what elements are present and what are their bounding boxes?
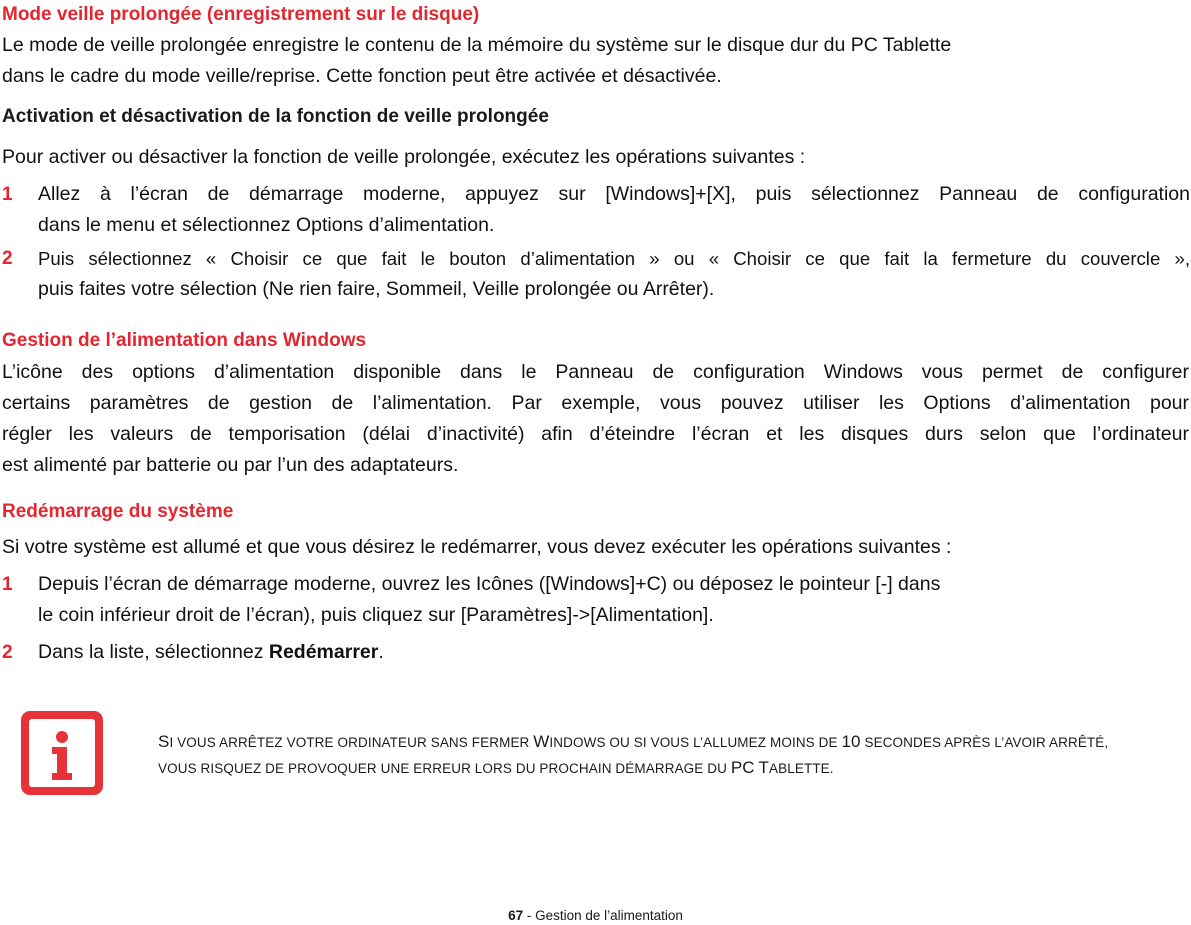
note-line-2: VOUS RISQUEZ DE PROVOQUER UNE ERREUR LORS DU PROCHAIN DÉMARRAGE DU PC TABLETTE. <box>158 758 834 777</box>
text-line: le coin inférieur droit de l’écran), puis cliquez sur [Paramètres]->[Alimentation]. <box>38 604 714 626</box>
footer-separator: - <box>523 908 536 923</box>
step-text <box>38 243 1190 305</box>
step-number: 1 <box>2 184 13 205</box>
heading-power-management: Gestion de l’alimentation dans Windows <box>2 330 367 351</box>
step-text <box>38 179 1190 241</box>
step-text <box>38 637 1190 668</box>
step-number: 2 <box>2 248 13 269</box>
text-line <box>38 637 1190 668</box>
text-line: Le mode de veille prolongée enregistre le contenu de la mémoire du système sur le disque dur du PC Tablette <box>2 34 952 56</box>
step-text-suffix: . <box>378 641 384 663</box>
restart-intro <box>2 532 1189 563</box>
text-line: Depuis l’écran de démarrage moderne, ouvrez les Icônes ([Windows]+C) ou déposez le pointeur [-] dans <box>38 573 941 595</box>
note-line-1: SI VOUS ARRÊTEZ VOTRE ORDINATEUR SANS FERMER WINDOWS OU SI VOUS L’ALLUMEZ MOINS DE 10 SECONDES APRÈS L’AVOIR ARRÊTÉ, <box>158 732 1109 751</box>
heading-hibernate-mode: Mode veille prolongée (enregistrement sur le disque) <box>2 4 480 25</box>
step-number: 1 <box>2 574 13 595</box>
power-management-description <box>2 357 1189 481</box>
hibernate-description <box>2 30 1189 92</box>
text-line: Allez à l’écran de démarrage moderne, appuyez sur [Windows]+[X], puis sélectionnez Panneau de configuration <box>38 183 1190 205</box>
step-text <box>38 569 1190 631</box>
text-line: puis faites votre sélection (Ne rien faire, Sommeil, Veille prolongée ou Arrêter). <box>38 278 715 300</box>
text-line: Puis sélectionnez « Choisir ce que fait le bouton d’alimentation » ou « Choisir ce que fait la fermeture du couvercle », <box>38 248 1190 269</box>
heading-restart: Redémarrage du système <box>2 501 234 522</box>
note-text <box>158 729 1118 781</box>
text-line: Si votre système est allumé et que vous désirez le redémarrer, vous devez exécuter les opérations suivantes : <box>2 536 952 558</box>
info-icon <box>21 711 103 795</box>
restart-emphasis: Redémarrer <box>268 641 379 663</box>
step-number: 2 <box>2 642 13 663</box>
text-line: certains paramètres de gestion de l’alimentation. Par exemple, vous pouvez utiliser les Options d’alimentation pour <box>2 392 1189 414</box>
page-number: 67 <box>508 908 524 923</box>
text-line: dans le cadre du mode veille/reprise. Cette fonction peut être activée et désactivée. <box>2 65 722 87</box>
text-line: L’icône des options d’alimentation disponible dans le Panneau de configuration Windows vous permet de configurer <box>2 361 1189 383</box>
text-line: Pour activer ou désactiver la fonction de veille prolongée, exécutez les opérations suivantes : <box>2 146 806 168</box>
toggle-intro <box>2 142 1189 173</box>
step-text-prefix: Dans la liste, sélectionnez <box>38 641 269 663</box>
page-footer <box>0 907 1191 925</box>
heading-toggle-hibernate: Activation et désactivation de la fonction de veille prolongée <box>2 106 549 127</box>
text-line: est alimenté par batterie ou par l’un des adaptateurs. <box>2 454 459 476</box>
info-glyph <box>21 711 103 795</box>
chapter-title: Gestion de l’alimentation <box>535 908 683 923</box>
text-line: régler les valeurs de temporisation (délai d’inactivité) afin d’éteindre l’écran et les disques durs selon que l’ordinateur <box>2 423 1189 445</box>
text-line: dans le menu et sélectionnez Options d’alimentation. <box>38 214 495 236</box>
